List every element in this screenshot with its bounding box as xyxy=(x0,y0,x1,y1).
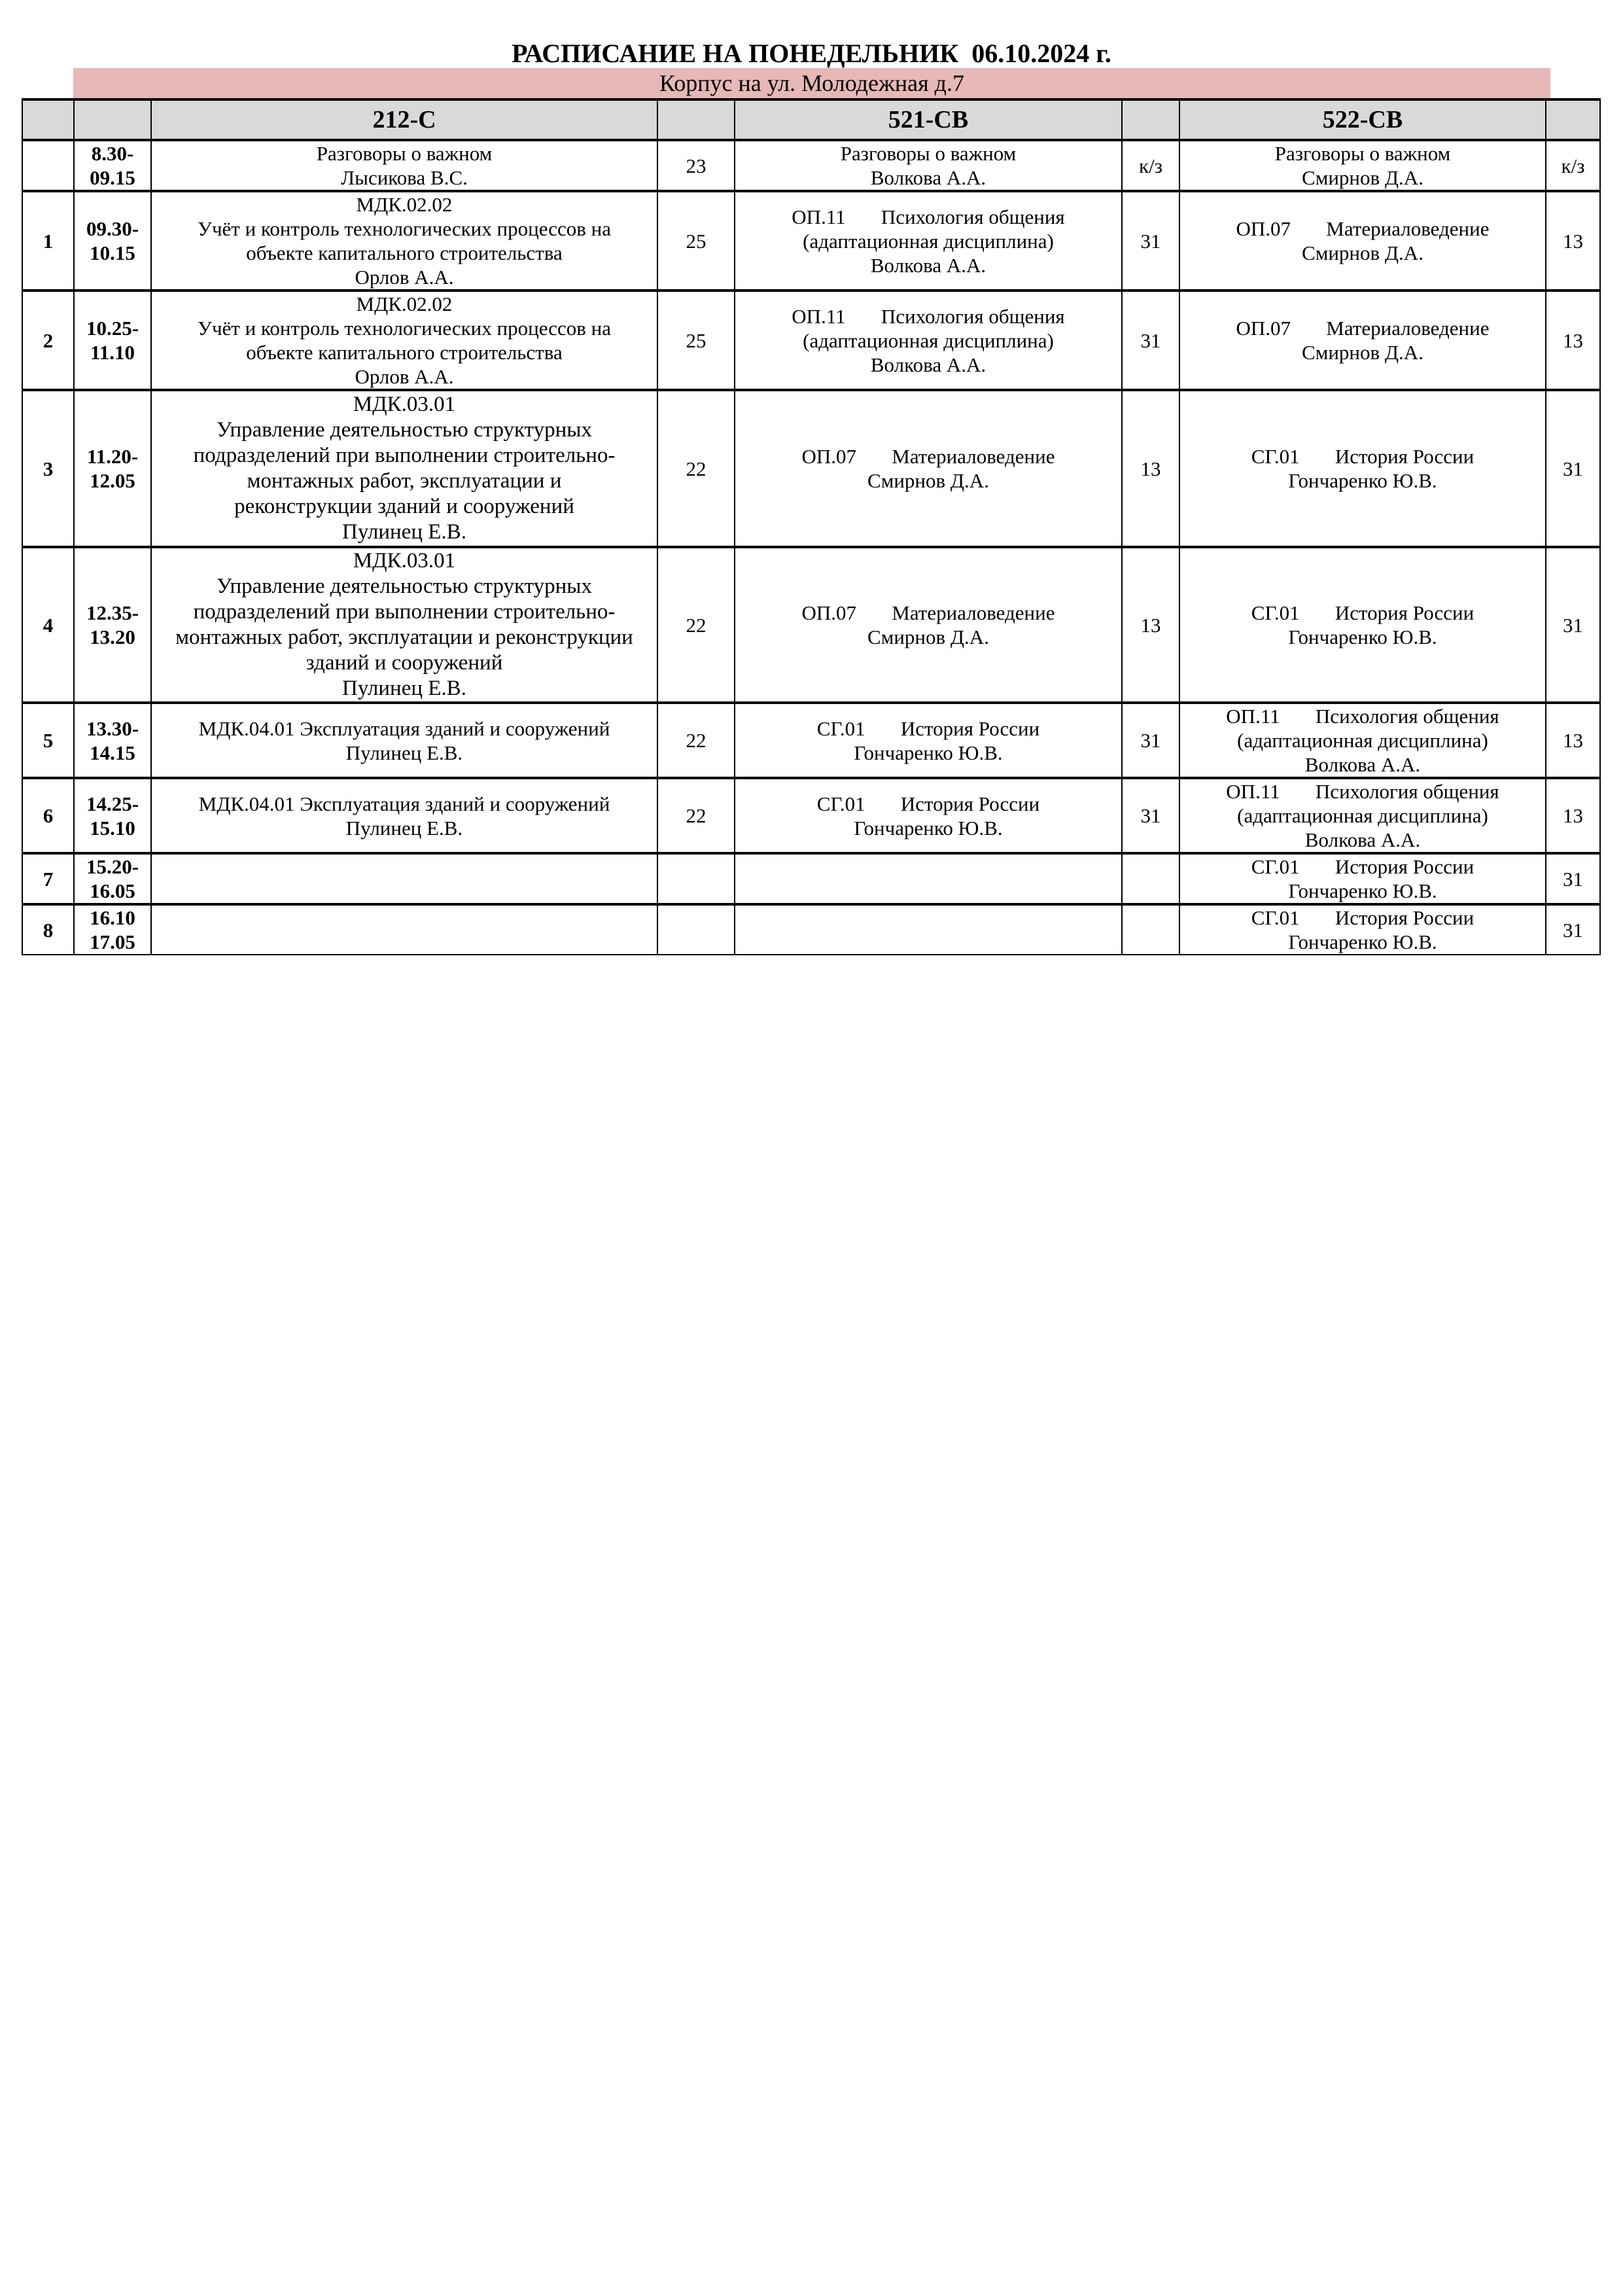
lesson-line: Разговоры о важном xyxy=(1274,142,1451,165)
time-line: 12.35- xyxy=(86,601,139,624)
lesson-line: МДК.03.01 xyxy=(353,393,456,416)
room-cell-212: 22 xyxy=(657,778,735,853)
lesson-cell-522 xyxy=(1179,291,1546,390)
lesson-line: Волкова А.А. xyxy=(1304,828,1421,851)
lesson-line: монтажных работ, эксплуатации и xyxy=(247,469,562,493)
time-line: 16.10 xyxy=(90,906,135,929)
time-line: 11.20- xyxy=(86,445,139,468)
lesson-line: Разговоры о важном xyxy=(316,142,493,165)
lesson-row xyxy=(22,140,1600,191)
room-cell-522: 13 xyxy=(1546,703,1600,778)
room-cell-521 xyxy=(1122,853,1179,904)
lesson-cell-212 xyxy=(151,904,657,955)
time-line: 8.30- xyxy=(91,142,134,165)
lesson-line: ОП.11 Психология общения xyxy=(1226,705,1499,728)
lesson-line: Орлов А.А. xyxy=(355,266,454,289)
lesson-time xyxy=(74,191,151,291)
lesson-cell-212 xyxy=(151,703,657,778)
lesson-cell-521 xyxy=(735,904,1122,955)
lesson-line: ОП.07 Материаловедение xyxy=(1236,217,1490,240)
lesson-line: Управление деятельностью структурных xyxy=(217,418,592,442)
room-cell-521: 13 xyxy=(1122,390,1179,547)
lesson-time xyxy=(74,904,151,955)
lesson-line: (адаптационная дисциплина) xyxy=(1237,729,1488,752)
room-cell-212: 25 xyxy=(657,291,735,390)
lesson-cell-212 xyxy=(151,547,657,703)
lesson-line: МДК.02.02 xyxy=(356,292,453,315)
lesson-cell-522 xyxy=(1179,778,1546,853)
lesson-line: СГ.01 История России xyxy=(816,792,1040,815)
lesson-time xyxy=(74,703,151,778)
lesson-line: ОП.07 Материаловедение xyxy=(1236,317,1490,340)
lesson-cell-522 xyxy=(1179,191,1546,291)
lesson-line: подразделений при выполнении строительно- xyxy=(193,600,616,624)
lesson-number: 8 xyxy=(22,904,74,955)
time-line: 15.10 xyxy=(90,816,135,839)
time-line: 17.05 xyxy=(90,930,135,953)
lesson-time xyxy=(74,547,151,703)
lesson-cell-522 xyxy=(1179,547,1546,703)
lesson-line: Гончаренко Ю.В. xyxy=(1288,469,1437,492)
lesson-line: Учёт и контроль технологических процессов на xyxy=(198,317,611,340)
time-line: 14.15 xyxy=(90,741,135,764)
lesson-time xyxy=(74,778,151,853)
lesson-line: Лысикова В.С. xyxy=(341,166,468,189)
lesson-cell-521 xyxy=(735,390,1122,547)
group-header-212: 212-С xyxy=(151,99,657,140)
lesson-line: Гончаренко Ю.В. xyxy=(1288,626,1437,648)
lesson-line: Разговоры о важном xyxy=(840,142,1017,165)
time-line: 14.25- xyxy=(86,792,139,815)
lesson-row xyxy=(22,547,1600,703)
lesson-line: Смирнов Д.А. xyxy=(867,626,989,648)
lesson-line: зданий и сооружений xyxy=(305,651,503,675)
lesson-line: Волкова А.А. xyxy=(870,166,986,189)
lesson-line: Смирнов Д.А. xyxy=(867,469,989,492)
lesson-cell-521 xyxy=(735,191,1122,291)
lesson-line: Волкова А.А. xyxy=(870,353,986,376)
room-cell-521: 31 xyxy=(1122,291,1179,390)
lesson-line: (адаптационная дисциплина) xyxy=(803,328,1054,352)
lesson-line: СГ.01 История России xyxy=(1251,855,1475,878)
lesson-line: Смирнов Д.А. xyxy=(1302,166,1423,189)
room-cell-521: 13 xyxy=(1122,547,1179,703)
lesson-cell-521 xyxy=(735,778,1122,853)
room-cell-522: 31 xyxy=(1546,547,1600,703)
lesson-line: Управление деятельностью структурных xyxy=(217,574,592,598)
lesson-cell-522 xyxy=(1179,140,1546,191)
header-room-cell xyxy=(1122,99,1179,140)
lesson-time xyxy=(74,390,151,547)
room-cell-522: 31 xyxy=(1546,390,1600,547)
lesson-line: ОП.07 Материаловедение xyxy=(801,601,1055,624)
room-cell-522: 31 xyxy=(1546,904,1600,955)
lesson-row xyxy=(22,291,1600,390)
room-cell-521: к/з xyxy=(1122,140,1179,191)
group-header-row xyxy=(22,99,1600,140)
time-line: 15.20- xyxy=(86,855,139,878)
lesson-number: 2 xyxy=(22,291,74,390)
room-cell-522: 13 xyxy=(1546,291,1600,390)
lesson-number: 1 xyxy=(22,191,74,291)
room-cell-522: к/з xyxy=(1546,140,1600,191)
room-cell-521: 31 xyxy=(1122,191,1179,291)
building-banner: Корпус на ул. Молодежная д.7 xyxy=(73,68,1550,98)
lesson-line: Учёт и контроль технологических процессов на xyxy=(198,217,611,240)
header-time-cell xyxy=(74,99,151,140)
lesson-row xyxy=(22,778,1600,853)
lesson-time xyxy=(74,853,151,904)
lesson-cell-212 xyxy=(151,191,657,291)
lesson-line: реконструкции зданий и сооружений xyxy=(234,495,574,518)
lesson-line: Пулинец Е.В. xyxy=(345,741,463,764)
lesson-line: МДК.02.02 xyxy=(356,193,453,216)
lesson-line: СГ.01 История России xyxy=(1251,601,1475,624)
header-room-cell xyxy=(1546,99,1600,140)
lesson-line: СГ.01 История России xyxy=(816,716,1040,740)
group-header-522: 522-СВ xyxy=(1179,99,1546,140)
lesson-line: Гончаренко Ю.В. xyxy=(854,741,1003,764)
lesson-row xyxy=(22,191,1600,291)
lesson-line: ОП.07 Материаловедение xyxy=(801,445,1055,468)
lesson-line: Гончаренко Ю.В. xyxy=(1288,879,1437,902)
group-header-521: 521-СВ xyxy=(735,99,1122,140)
lesson-line: (адаптационная дисциплина) xyxy=(803,229,1054,253)
lesson-time xyxy=(74,140,151,191)
time-line: 13.20 xyxy=(90,626,135,648)
lesson-line: Пулинец Е.В. xyxy=(342,677,466,700)
room-cell-212: 22 xyxy=(657,547,735,703)
lesson-number: 7 xyxy=(22,853,74,904)
lesson-line: Гончаренко Ю.В. xyxy=(1288,930,1437,953)
time-line: 11.10 xyxy=(90,341,135,364)
lesson-line: Пулинец Е.В. xyxy=(342,520,466,544)
room-cell-212 xyxy=(657,904,735,955)
room-cell-521: 31 xyxy=(1122,778,1179,853)
lesson-number: 3 xyxy=(22,390,74,547)
lesson-line: Волкова А.А. xyxy=(1304,753,1421,776)
room-cell-522: 13 xyxy=(1546,778,1600,853)
lesson-row xyxy=(22,904,1600,955)
time-line: 12.05 xyxy=(90,469,135,492)
lesson-cell-522 xyxy=(1179,853,1546,904)
lesson-line: ОП.11 Психология общения xyxy=(1226,780,1499,803)
lesson-cell-521 xyxy=(735,547,1122,703)
room-cell-522: 13 xyxy=(1546,191,1600,291)
lesson-line: монтажных работ, эксплуатации и реконструкции xyxy=(175,626,633,649)
room-cell-212: 25 xyxy=(657,191,735,291)
lesson-cell-521 xyxy=(735,140,1122,191)
lesson-cell-212 xyxy=(151,778,657,853)
header-room-cell xyxy=(657,99,735,140)
lesson-line: Смирнов Д.А. xyxy=(1302,241,1423,264)
lesson-cell-521 xyxy=(735,853,1122,904)
lesson-number: 4 xyxy=(22,547,74,703)
lesson-cell-522 xyxy=(1179,703,1546,778)
time-line: 09.30- xyxy=(86,217,139,240)
room-cell-521: 31 xyxy=(1122,703,1179,778)
lesson-line: МДК.04.01 Эксплуатация зданий и сооружений xyxy=(198,792,610,815)
time-line: 10.25- xyxy=(86,317,139,340)
lesson-line: объекте капитального строительства xyxy=(246,241,563,264)
lesson-cell-522 xyxy=(1179,390,1546,547)
lesson-line: Орлов А.А. xyxy=(355,365,454,388)
lesson-row xyxy=(22,390,1600,547)
schedule-table xyxy=(22,98,1601,955)
lesson-line: ОП.11 Психология общения xyxy=(792,205,1065,228)
lesson-line: (адаптационная дисциплина) xyxy=(1237,804,1488,827)
lesson-line: СГ.01 История России xyxy=(1251,906,1475,929)
lesson-line: Волкова А.А. xyxy=(870,253,986,277)
lesson-line: СГ.01 История России xyxy=(1251,445,1475,468)
room-cell-212: 22 xyxy=(657,390,735,547)
lesson-line: объекте капитального строительства xyxy=(246,341,563,364)
lesson-number: 5 xyxy=(22,703,74,778)
lesson-line: МДК.03.01 xyxy=(353,549,456,573)
room-cell-522: 31 xyxy=(1546,853,1600,904)
time-line: 16.05 xyxy=(90,879,135,902)
room-cell-212: 22 xyxy=(657,703,735,778)
lesson-cell-212 xyxy=(151,140,657,191)
lesson-line: Пулинец Е.В. xyxy=(345,816,463,839)
time-line: 13.30- xyxy=(86,716,139,740)
time-line: 10.15 xyxy=(90,241,135,264)
schedule-title: РАСПИСАНИЕ НА ПОНЕДЕЛЬНИК 06.10.2024 г. xyxy=(512,39,1111,68)
lesson-line: МДК.04.01 Эксплуатация зданий и сооружений xyxy=(198,716,610,740)
lesson-number: 6 xyxy=(22,778,74,853)
lesson-cell-212 xyxy=(151,291,657,390)
header-num-cell xyxy=(22,99,74,140)
time-line: 09.15 xyxy=(90,166,135,189)
lesson-line: Гончаренко Ю.В. xyxy=(854,816,1003,839)
lesson-line: подразделений при выполнении строительно- xyxy=(193,444,616,467)
lesson-time xyxy=(74,291,151,390)
lesson-cell-212 xyxy=(151,853,657,904)
lesson-cell-212 xyxy=(151,390,657,547)
lesson-line: Смирнов Д.А. xyxy=(1302,341,1423,364)
lesson-line: ОП.11 Психология общения xyxy=(792,304,1065,328)
lesson-number xyxy=(22,140,74,191)
lesson-cell-522 xyxy=(1179,904,1546,955)
room-cell-212: 23 xyxy=(657,140,735,191)
lesson-cell-521 xyxy=(735,703,1122,778)
lesson-row xyxy=(22,853,1600,904)
lesson-row xyxy=(22,703,1600,778)
room-cell-521 xyxy=(1122,904,1179,955)
room-cell-212 xyxy=(657,853,735,904)
lesson-cell-521 xyxy=(735,291,1122,390)
